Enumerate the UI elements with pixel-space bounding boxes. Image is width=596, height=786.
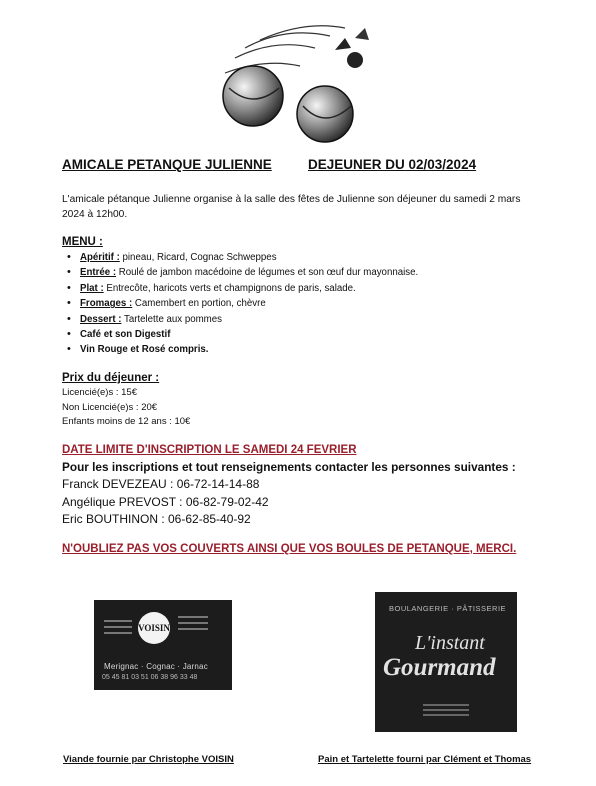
menu-item: • Apéritif : pineau, Ricard, Cognac Schweppes xyxy=(80,250,418,265)
bakery-name-line1: L'instant xyxy=(415,632,485,654)
motion-lines xyxy=(225,26,345,73)
price-list xyxy=(62,386,190,430)
menu-title: MENU : xyxy=(62,236,103,248)
contact-line: Angélique PREVOST : 06-82-79-02-42 xyxy=(62,494,269,509)
price-line: Licencié(e)s : 15€ xyxy=(62,387,137,398)
menu-item: • Café et son Digestif xyxy=(80,327,418,342)
contact-line: Eric BOUTHINON : 06-62-85-40-92 xyxy=(62,512,251,526)
petanque-balls-illustration xyxy=(205,18,375,148)
menu-item: • Plat : Entrecôte, haricots verts et champignons de paris, salade. xyxy=(80,281,418,296)
price-title: Prix du déjeuner : xyxy=(62,372,160,384)
cochonnet xyxy=(347,52,363,68)
bakery-tagline: BOULANGERIE · PÂTISSERIE xyxy=(389,604,507,613)
contact-intro: Pour les inscriptions et tout renseignements contacter les personnes suivantes : xyxy=(62,460,516,474)
caption-bread: Pain et Tartelette fourni par Clément et Thomas xyxy=(318,754,532,765)
bakery-address-lines xyxy=(423,704,469,719)
registration-deadline: DATE LIMITE D'INSCRIPTION LE SAMEDI 24 FEVRIER xyxy=(62,444,357,456)
event-title: DEJEUNER DU 02/03/2024 xyxy=(308,157,477,172)
contact-line: Franck DEVEZEAU : 06-72-14-14-88 xyxy=(62,477,260,491)
boule-left xyxy=(223,66,283,126)
voisin-phones: 05 45 81 03 51 06 38 96 33 48 xyxy=(102,674,198,681)
menu-item: • Entrée : Roulé de jambon macédoine de légumes et son œuf dur mayonnaise. xyxy=(80,265,418,280)
voisin-logo: VOISIN xyxy=(138,612,170,644)
boule-right xyxy=(297,86,353,142)
card-decoration xyxy=(104,620,132,638)
reminder-note: N'OUBLIEZ PAS VOS COUVERTS AINSI QUE VOS BOULES DE PETANQUE, MERCI. xyxy=(62,543,517,555)
price-line: Non Licencié(e)s : 20€ xyxy=(62,401,158,413)
contact-list xyxy=(62,476,269,529)
card-decoration xyxy=(178,616,208,634)
caption-meat: Viande fournie par Christophe VOISIN xyxy=(63,754,234,765)
bakery-name-line2: Gourmand xyxy=(383,654,496,681)
menu-item: • Dessert : Tartelette aux pommes xyxy=(80,312,418,327)
menu-item: • Fromages : Camembert en portion, chèvre xyxy=(80,296,418,311)
menu-item: • Vin Rouge et Rosé compris. xyxy=(80,342,418,357)
intro-paragraph: L'amicale pétanque Julienne organise à la salle des fêtes de Julienne son déjeuner du samedi 2 mars 2024 à 12h00. xyxy=(62,194,521,220)
price-line: Enfants moins de 12 ans : 10€ xyxy=(62,416,191,427)
menu-list xyxy=(62,250,418,358)
bakery-business-card xyxy=(375,592,517,732)
club-title: AMICALE PETANQUE JULIENNE xyxy=(62,157,272,172)
voisin-business-card xyxy=(94,600,232,690)
voisin-towns: Merignac · Cognac · Jarnac xyxy=(104,662,208,671)
